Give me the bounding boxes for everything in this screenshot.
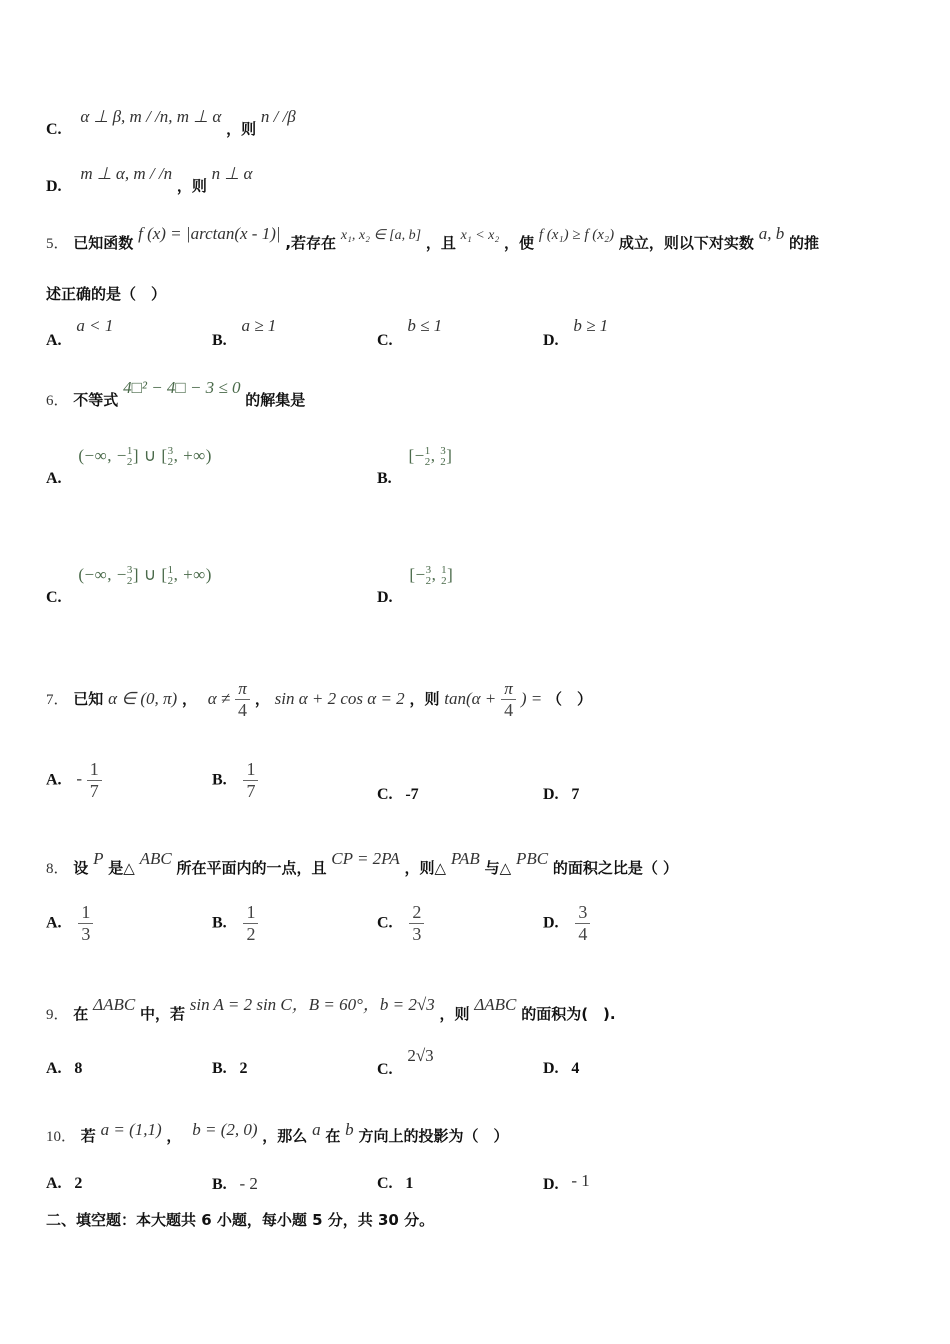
q7-option-c [377,785,419,804]
denominator: 4 [238,699,248,720]
denominator: 2 [167,456,174,469]
math: CP = 2PA [331,849,400,868]
interval [78,564,212,588]
numerator: 1 [243,903,258,924]
denominator: 4 [504,699,514,720]
text: 中，若 [139,1005,185,1023]
q9-option-c [377,1046,434,1078]
option-label: C. [377,332,393,349]
math: sin A = 2 sin C，B = 60°，b = 2√3 [189,995,435,1014]
denominator: 2 [441,575,448,588]
option-value: b ≤ 1 [407,316,443,335]
interval-part: , +∞) [173,446,212,465]
math: f (x₁) ≥ f (x₂) [538,227,615,243]
q6-option-c [46,564,212,606]
q4-option-d [46,163,253,195]
denominator: 2 [440,456,447,469]
math: a = (1,1) [100,1120,162,1139]
q9-option-a [46,1059,82,1078]
numerator: 1 [167,564,174,577]
text: 在 [325,1127,341,1145]
option-value: -7 [405,786,419,803]
question-number: 7． [46,691,69,708]
numerator: 1 [424,445,431,458]
text: ，则 [226,120,257,138]
math: n ⊥ α [211,164,253,183]
text: 方向上的投影为（ ） [358,1127,509,1145]
fraction-pi-over-4 [501,680,516,720]
q9-option-d [543,1059,579,1078]
question-number: 6． [46,393,69,409]
q10-option-b [212,1174,258,1194]
math: ΔABC [93,995,136,1014]
option-label: D. [46,178,62,195]
q9-option-b [212,1059,247,1078]
option-value: 2 [239,1060,248,1077]
option-label: D. [543,1176,559,1193]
q8-option-d [543,903,590,944]
question-10-stem [46,1119,509,1145]
fraction-pi-over-4 [235,680,250,720]
option-label: A. [46,771,62,789]
text: 所在平面内的一点，且 [176,859,327,877]
question-number: 9． [46,1007,69,1023]
math: b = (2, 0) [192,1120,258,1139]
interval-part: [− [408,446,425,465]
text: ,若存在 [285,234,337,252]
text: 的面积之比是（ ） [552,859,679,877]
math: ΔABC [474,995,517,1014]
numerator: 3 [126,564,133,577]
text: ，则 [409,689,440,708]
text: ， [254,689,270,708]
section-heading: 二、填空题：本大题共 6 小题，每小题 5 分，共 30 分。 [46,1211,435,1229]
fraction [78,903,93,944]
numerator: 2 [409,903,424,924]
option-label: D. [377,589,393,606]
math: x₁ < x₂ [460,228,500,243]
math: ABC [139,849,172,868]
text: ，则 [176,177,207,195]
denominator: 2 [167,575,174,588]
question-number: 5． [46,236,69,252]
numerator: π [501,680,516,700]
question-5-stem [46,223,820,252]
q10-option-c [377,1174,413,1193]
text: 若 [80,1127,96,1145]
interval [409,564,454,588]
q4-option-c [46,106,296,138]
text: 的面积为( ). [521,1005,616,1023]
interval-part: , [431,565,442,584]
interval-part: , [430,446,441,465]
text: ， [181,689,197,708]
option-label: C. [46,121,62,138]
q10-option-a [46,1174,82,1193]
text: 在 [73,1005,89,1023]
text: 已知 [73,689,104,708]
denominator: 2 [425,575,432,588]
math: PAB [450,849,480,868]
math: f (x) = |arctan(x - 1)| [138,224,281,243]
numerator: 3 [575,903,590,924]
interval-part: (−∞, − [78,446,127,465]
question-6-stem [46,377,306,409]
text: ，使 [504,234,535,252]
math: ) = [520,688,543,708]
q7-option-a [46,760,102,801]
text: 的推 [789,234,820,252]
text: 的解集是 [245,391,306,409]
option-value: 4 [571,1060,580,1077]
option-label: B. [212,914,227,932]
interval-part: [− [409,565,426,584]
option-value: - 2 [239,1174,258,1193]
option-label: B. [377,470,392,487]
option-label: D. [543,332,559,349]
interval-part: ] [447,565,454,584]
text: 设 [73,859,89,877]
option-value: a < 1 [76,316,114,335]
question-number: 10． [46,1129,77,1145]
text: 已知函数 [73,234,134,252]
math: 4□² − 4□ − 3 ≤ 0 [123,378,241,397]
math: α ≠ [207,688,231,708]
math: a, b [758,224,785,243]
q8-option-a [46,903,93,944]
question-5-stem-line2: 述正确的是（ ） [46,285,167,303]
question-number: 8． [46,861,69,877]
denominator: 7 [246,780,256,801]
denominator: 3 [81,923,91,944]
question-8-stem [46,848,679,877]
math: α ∈ (0, π) [108,688,178,708]
math: α ⊥ β, m / /n, m ⊥ α [80,107,222,126]
option-label: B. [212,1060,227,1077]
option-label: A. [46,332,62,349]
option-label: D. [543,914,559,932]
option-label: A. [46,914,62,932]
numerator: 3 [425,564,432,577]
option-label: C. [377,914,393,932]
math: a [312,1120,321,1139]
q7-option-b [212,760,258,801]
fraction [243,903,258,944]
q10-option-d [543,1171,590,1191]
q7-option-d [543,785,579,804]
denominator: 2 [424,456,431,469]
fraction [409,903,424,944]
interval-part: , +∞) [173,565,212,584]
denominator: 2 [126,575,133,588]
math: b [345,1120,354,1139]
option-label: B. [212,771,227,789]
numerator: 1 [243,760,258,781]
q8-option-c [377,903,424,944]
q5-option-b [212,316,277,349]
text: 不等式 [73,391,119,409]
math: P [93,849,104,868]
numerator: 3 [440,445,447,458]
option-label: A. [46,1175,62,1192]
option-label: C. [377,786,393,803]
fraction [575,903,590,944]
text: ，则△ [404,859,447,877]
option-label: B. [212,332,227,349]
option-value: b ≥ 1 [573,316,609,335]
option-value: 2 [74,1175,83,1192]
q5-option-a [46,316,114,349]
numerator: 1 [87,760,102,781]
option-value: 1 [405,1175,414,1192]
option-value: 7 [571,786,580,803]
option-label: C. [46,589,62,606]
math: tan(α + [444,688,497,708]
text: ，且 [425,234,456,252]
denominator: 3 [412,923,422,944]
question-7-stem [46,680,592,720]
numerator: 1 [441,564,448,577]
option-value: 8 [74,1060,83,1077]
math: x₁, x₂ ∈ [a, b] [340,228,422,243]
interval-part: (−∞, − [78,565,127,584]
option-value: a ≥ 1 [241,316,277,335]
math: n / /β [260,107,296,126]
option-label: A. [46,470,62,487]
denominator: 4 [578,923,588,944]
math: PBC [515,849,549,868]
q6-option-d [377,564,454,606]
math: sin α + 2 cos α = 2 [274,688,405,708]
text: ，那么 [262,1127,308,1145]
numerator: 3 [167,445,174,458]
interval-part: ] [446,446,453,465]
text: 是△ [108,859,135,877]
text: 与△ [484,859,512,877]
denominator: 2 [246,923,256,944]
option-label: A. [46,1060,62,1077]
numerator: π [235,680,250,700]
interval-part: ] ∪ [ [132,446,168,465]
text: ， [166,1127,182,1145]
sign: - [76,769,83,789]
fraction [87,760,102,801]
option-value: 2√3 [407,1046,434,1065]
option-label: D. [543,1060,559,1077]
q6-option-b [377,445,453,487]
interval-part: ] ∪ [ [132,565,168,584]
q6-option-a [46,445,212,487]
interval [78,445,212,469]
option-label: B. [212,1176,227,1193]
q8-option-b [212,903,258,944]
text: （ ） [547,689,593,708]
option-label: D. [543,786,559,803]
option-label: C. [377,1175,393,1192]
text: 成立，则以下对实数 [618,234,754,252]
denominator: 7 [89,780,99,801]
math: m ⊥ α, m / /n [80,164,173,183]
numerator: 1 [78,903,93,924]
fraction [243,760,258,801]
interval [408,445,453,469]
text: ，则 [439,1005,470,1023]
question-9-stem [46,990,616,1023]
option-label: C. [377,1061,393,1078]
option-value: - 1 [571,1171,590,1190]
numerator: 1 [126,445,133,458]
denominator: 2 [126,456,133,469]
q5-option-c [377,316,443,349]
q5-option-d [543,316,609,349]
